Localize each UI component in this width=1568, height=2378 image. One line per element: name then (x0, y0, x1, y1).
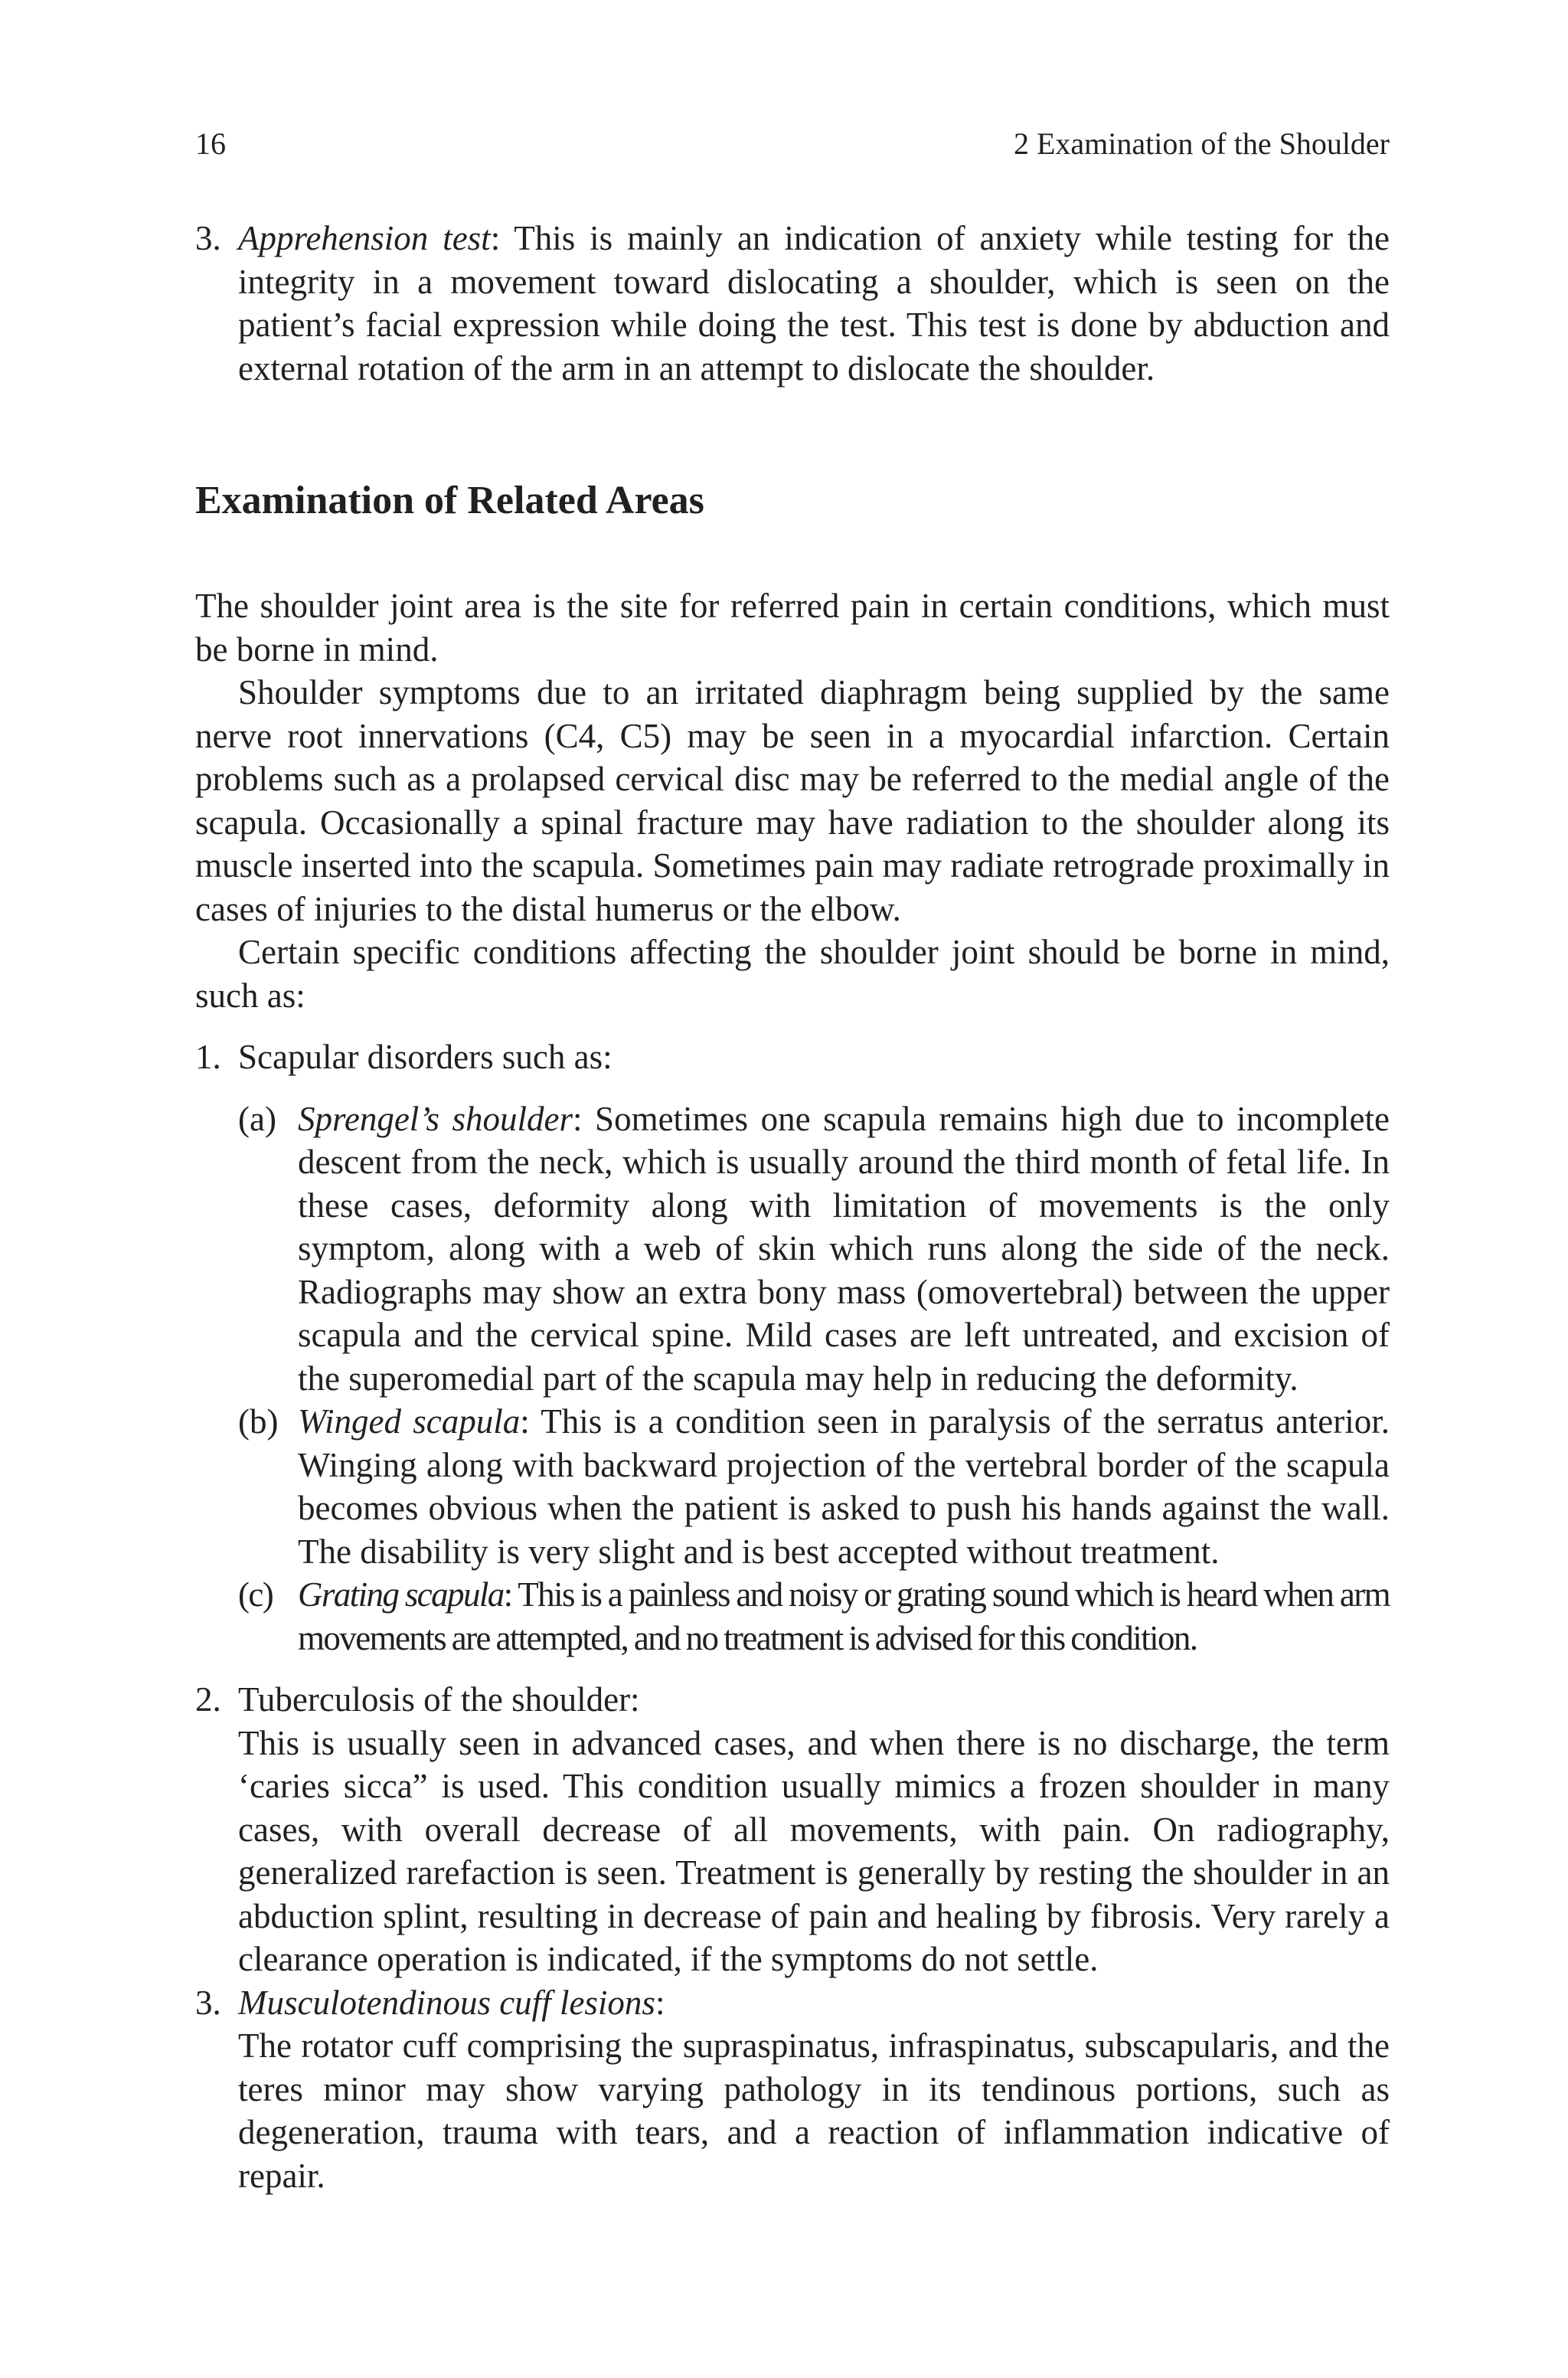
item-number: 2. (195, 1680, 221, 1719)
sub-item-term: Sprengel’s shoulder (298, 1099, 573, 1138)
sub-item-label: (c) (238, 1575, 273, 1614)
sub-item-winged (195, 1400, 1390, 1573)
sub-item-text: : This is a painless and noisy or grating sound which is heard when arm movements are attempted, and no treatment is advised for this condition. (298, 1575, 1390, 1657)
sub-item-label: (a) (238, 1099, 276, 1138)
sub-item-text: : Sometimes one scapula remains high due to incomplete descent from the neck, which is usually around the third month of fetal life. In these cases, deformity along with limitation of movements is the only symptom, along with a web of skin which runs along the side of the neck. Radiographs may show an extra bony mass (omovertebral) between the upper scapula and the cervical spine. Mild cases are left untreated, and excision of the superomedial part of the scapula may help in reducing the deformity. (298, 1099, 1390, 1398)
item-title: Musculotendinous cuff lesions (238, 1983, 655, 2022)
item-number: 1. (195, 1038, 221, 1076)
running-head (195, 123, 1390, 165)
paragraph: Shoulder symptoms due to an irritated diaphragm being supplied by the same nerve root innervations (C4, C5) may be seen in a myocardial infarction. Certain problems such as a prolapsed cervical disc may be referred to the medial angle of the scapula. Occasionally a spinal fracture may have radiation to the shoulder along its muscle inserted into the scapula. Sometimes pain may radiate retrograde proximally in cases of injuries to the distal humerus or the elbow. (195, 673, 1390, 928)
sub-item-term: Grating scapula (298, 1575, 504, 1614)
item-text: This is usually seen in advanced cases, and when there is no discharge, the term ‘caries sicca” is used. This condition usually mimics a frozen shoulder in many cases, with overall decrease of all movements, with pain. On radiography, generalized rarefaction is seen. Treatment is generally by resting the shoulder in an abduction splint, resulting in decrease of pain and healing by fibrosis. Very rarely a clearance operation is indicated, if the symptoms do not settle. (238, 1723, 1390, 1978)
list-item-scapular-disorders (195, 1035, 1390, 1079)
item-number: 3. (195, 1983, 221, 2022)
item-term: Apprehension test (238, 219, 491, 257)
paragraph: Certain specific conditions affecting the shoulder joint should be borne in mind, such as: (195, 933, 1390, 1015)
sub-item-term: Winged scapula (298, 1402, 521, 1441)
chapter-title: 2 Examination of the Shoulder (1013, 126, 1390, 161)
item-text: The rotator cuff comprising the supraspinatus, infraspinatus, subscapularis, and the teres minor may show varying pathology in its tendinous portions, such as degeneration, trauma with tears, and a reaction of inflammation indicative of repair. (238, 2026, 1390, 2195)
item-title: Tuberculosis of the shoulder: (238, 1680, 640, 1719)
apprehension-test-item (195, 217, 1390, 390)
page-number: 16 (195, 126, 226, 161)
sub-item-label: (b) (238, 1402, 279, 1441)
sub-item-grating (195, 1573, 1390, 1660)
list-item-cuff-lesions (195, 1981, 1390, 2198)
item-number: 3. (195, 219, 221, 257)
paragraph: The shoulder joint area is the site for referred pain in certain conditions, which must be borne in mind. (195, 587, 1390, 669)
sub-item-text: : This is a condition seen in paralysis of the serratus anterior. Winging along with backward projection of the vertebral border of the scapula becomes obvious when the patient is asked to push his hands against the wall. The disability is very slight and is best accepted without treatment. (298, 1402, 1390, 1571)
list-item-tuberculosis (195, 1678, 1390, 1981)
item-text: Scapular disorders such as: (238, 1038, 612, 1076)
item-title-suffix: : (655, 1983, 665, 2022)
item-text: : This is mainly an indication of anxiety while testing for the integrity in a movement toward dislocating a shoulder, which is seen on the patient’s facial expression while doing the test. This test is done by abduction and external rotation of the arm in an attempt to dislocate the shoulder. (238, 219, 1390, 388)
section-body (195, 584, 1390, 2197)
sub-item-sprengel (195, 1097, 1390, 1401)
section-heading: Examination of Related Areas (195, 479, 704, 522)
sub-list (195, 1097, 1390, 1660)
